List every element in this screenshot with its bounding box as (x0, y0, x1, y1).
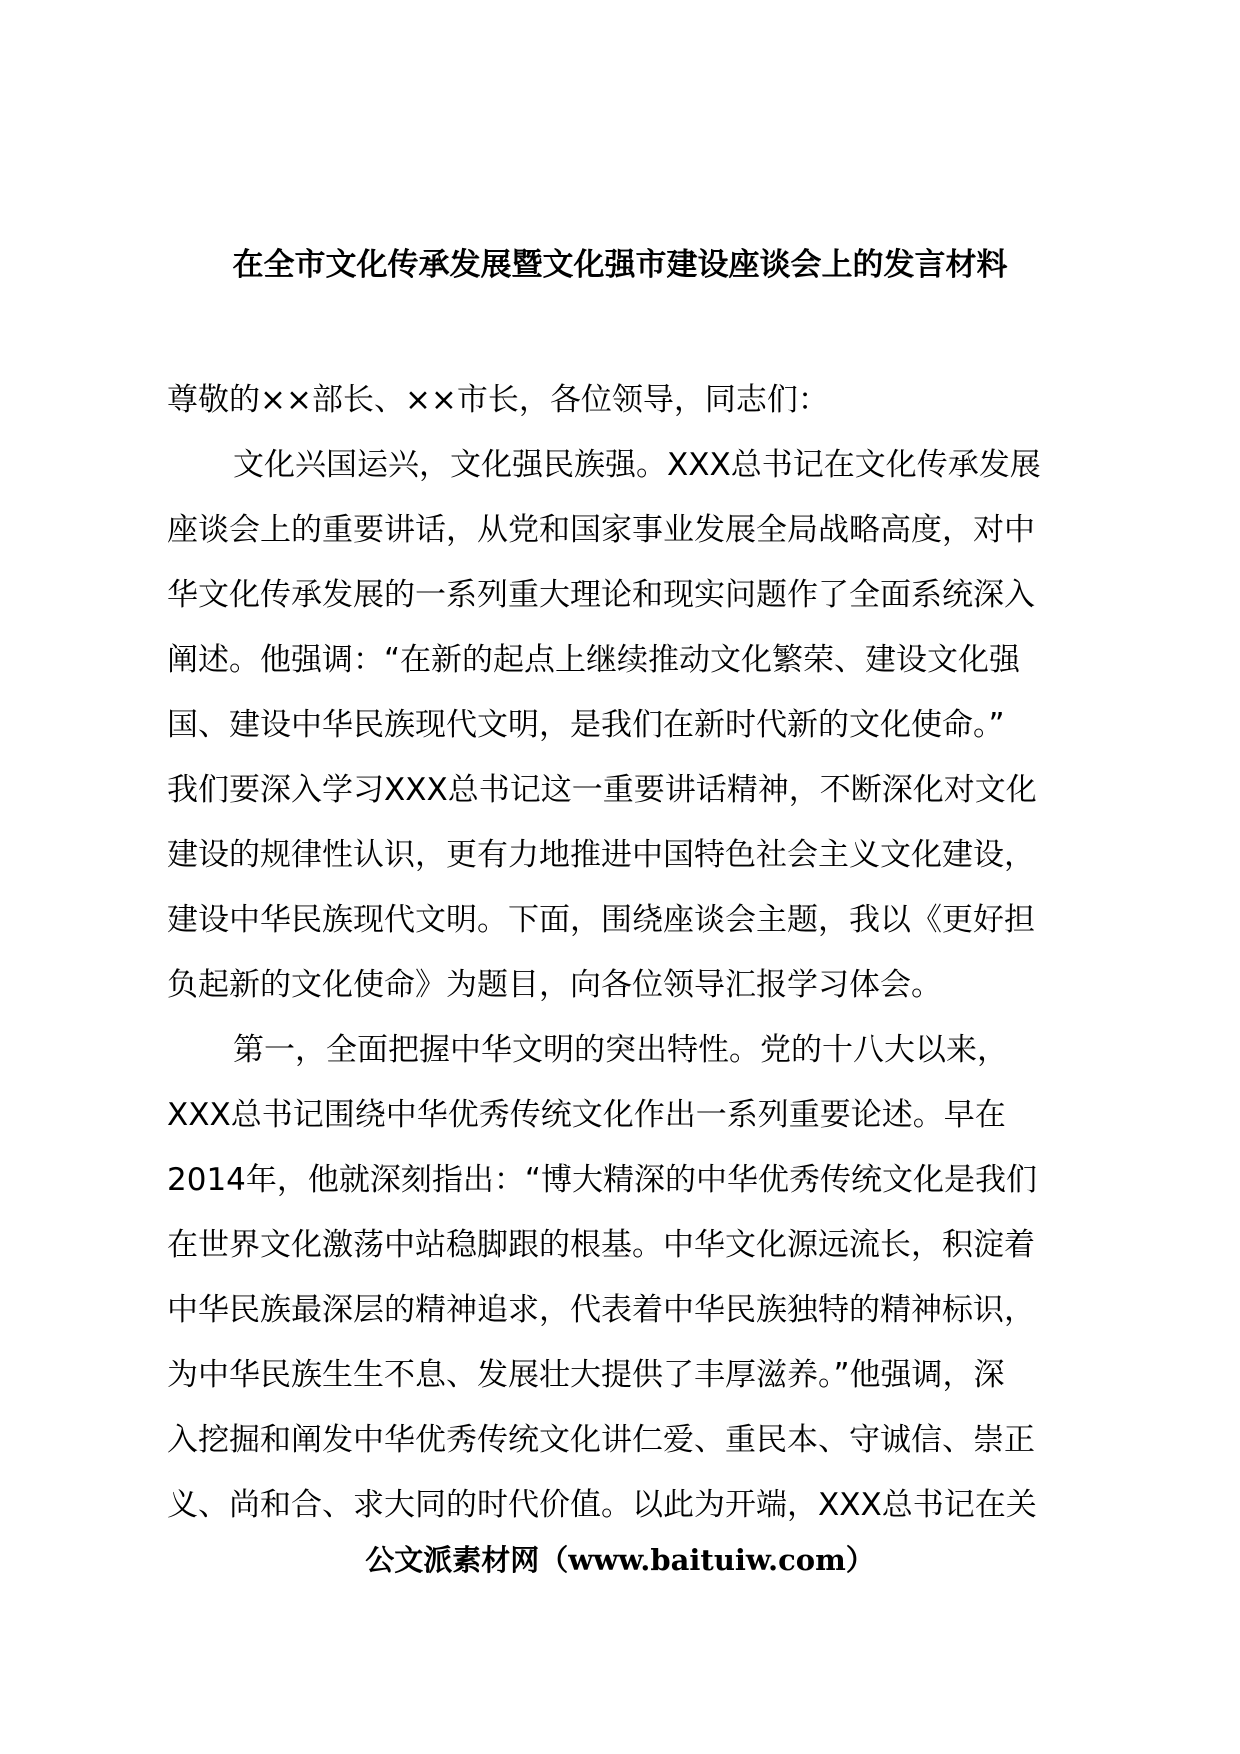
page-footer (150, 1540, 1090, 1580)
paragraph-line: 文化兴国运兴，文化强民族强。XXX总书记在文化传承发展 (233, 447, 1041, 483)
paragraph-line: 第一，全面把握中华文明的突出特性。党的十八大以来， (233, 1032, 1008, 1068)
paragraph-line: 华文化传承发展的一系列重大理论和现实问题作了全面系统深入 (167, 577, 1035, 613)
paragraph-line: 为中华民族生生不息、发展壮大提供了丰厚滋养。”他强调，深 (167, 1357, 1005, 1393)
document-body (167, 368, 1111, 1538)
paragraph-line: 国、建设中华民族现代文明，是我们在新时代新的文化使命。” (167, 707, 1005, 743)
document-title: 在全市文化传承发展暨文化强市建设座谈会上的发言材料 (232, 247, 1008, 283)
paragraph-line: 中华民族最深层的精神追求，代表着中华民族独特的精神标识， (167, 1292, 1035, 1328)
paragraph-line: 在世界文化激荡中站稳脚跟的根基。中华文化源远流长，积淀着 (167, 1227, 1035, 1263)
paragraph-line: 负起新的文化使命》为题目，向各位领导汇报学习体会。 (167, 967, 942, 1003)
paragraph-line: 义、尚和合、求大同的时代价值。以此为开端，XXX总书记在关 (167, 1487, 1037, 1523)
salutation-line: 尊敬的××部长、××市长，各位领导，同志们： (167, 382, 829, 418)
paragraph-line: 座谈会上的重要讲话，从党和国家事业发展全局战略高度，对中 (167, 512, 1035, 548)
footer-url: （www.baituiw.com） (539, 1543, 875, 1577)
paragraph-line: XXX总书记围绕中华优秀传统文化作出一系列重要论述。早在 (167, 1097, 1006, 1133)
paragraph-line: 2014年，他就深刻指出：“博大精深的中华优秀传统文化是我们 (167, 1162, 1037, 1198)
paragraph-line: 我们要深入学习XXX总书记这一重要讲话精神，不断深化对文化 (167, 772, 1037, 808)
paragraph-line: 建设中华民族现代文明。下面，围绕座谈会主题，我以《更好担 (167, 902, 1035, 938)
paragraph-line: 阐述。他强调：“在新的起点上继续推动文化繁荣、建设文化强 (167, 642, 1021, 678)
paragraph-line: 建设的规律性认识，更有力地推进中国特色社会主义文化建设， (167, 837, 1035, 873)
paragraph-line: 入挖掘和阐发中华优秀传统文化讲仁爱、重民本、守诚信、崇正 (167, 1422, 1035, 1458)
footer-site-name: 公文派素材网 (365, 1543, 540, 1577)
